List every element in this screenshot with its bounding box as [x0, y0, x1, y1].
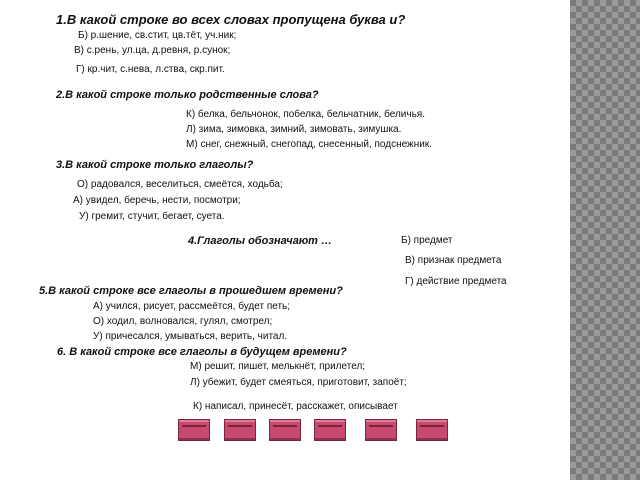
question-6-title: 6. В какой строке все глаголы в будущем времени?: [57, 346, 347, 358]
question-1-option-b: Б) р.шение, св.стит, цв.тёт, уч.ник;: [78, 30, 237, 41]
answer-box-3[interactable]: [269, 419, 301, 441]
question-1-title: 1.В какой строке во всех словах пропущена буква и?: [56, 12, 406, 27]
answer-box-4[interactable]: [314, 419, 346, 441]
answer-box-5[interactable]: [365, 419, 397, 441]
question-2-option-l: Л) зима, зимовка, зимний, зимовать, зимушка.: [186, 124, 402, 135]
question-1-option-g: Г) кр.чит, с.нева, л.ства, скр.пит.: [76, 64, 225, 75]
question-6-option-k: К) написал, принесёт, расскажет, описывает: [193, 401, 398, 412]
question-2-title: 2.В какой строке только родственные слова?: [56, 89, 319, 101]
question-3-option-o: О) радовался, веселиться, смеётся, ходьба;: [77, 179, 283, 190]
checkered-side-panel: [570, 0, 640, 480]
answer-box-6[interactable]: [416, 419, 448, 441]
question-5-title: 5.В какой строке все глаголы в прошедшем времени?: [39, 285, 343, 297]
question-1-option-v: В) с.рень, ул.ца, д.ревня, р.сунок;: [74, 45, 231, 56]
answer-box-1[interactable]: [178, 419, 210, 441]
question-6-option-m: М) решит, пишет, мелькнёт, прилетел;: [190, 361, 366, 372]
answer-boxes: [178, 419, 454, 443]
question-2-option-m: М) снег, снежный, снегопад, снесенный, подснежник.: [186, 139, 432, 150]
question-3-option-a: А) увидел, беречь, нести, посмотри;: [73, 195, 241, 206]
question-3-option-u: У) гремит, стучит, бегает, суета.: [79, 211, 225, 222]
question-5-option-o: О) ходил, волновался, гулял, смотрел;: [93, 316, 273, 327]
question-3-title: 3.В какой строке только глаголы?: [56, 159, 254, 171]
question-6-option-l: Л) убежит, будет смеяться, приготовит, запоёт;: [190, 377, 407, 388]
answer-box-2[interactable]: [224, 419, 256, 441]
question-4-option-b: Б) предмет: [401, 235, 453, 246]
question-2-option-k: К) белка, бельчонок, побелка, бельчатник, беличья.: [186, 109, 425, 120]
question-4-title: 4.Глаголы обозначают …: [188, 235, 333, 247]
question-5-option-a: А) учился, рисует, рассмеётся, будет петь;: [93, 301, 291, 312]
question-4-option-v: В) признак предмета: [405, 255, 502, 266]
question-5-option-u: У) причесался, умываться, верить, читал.: [93, 331, 288, 342]
question-4-option-g: Г) действие предмета: [405, 276, 507, 287]
